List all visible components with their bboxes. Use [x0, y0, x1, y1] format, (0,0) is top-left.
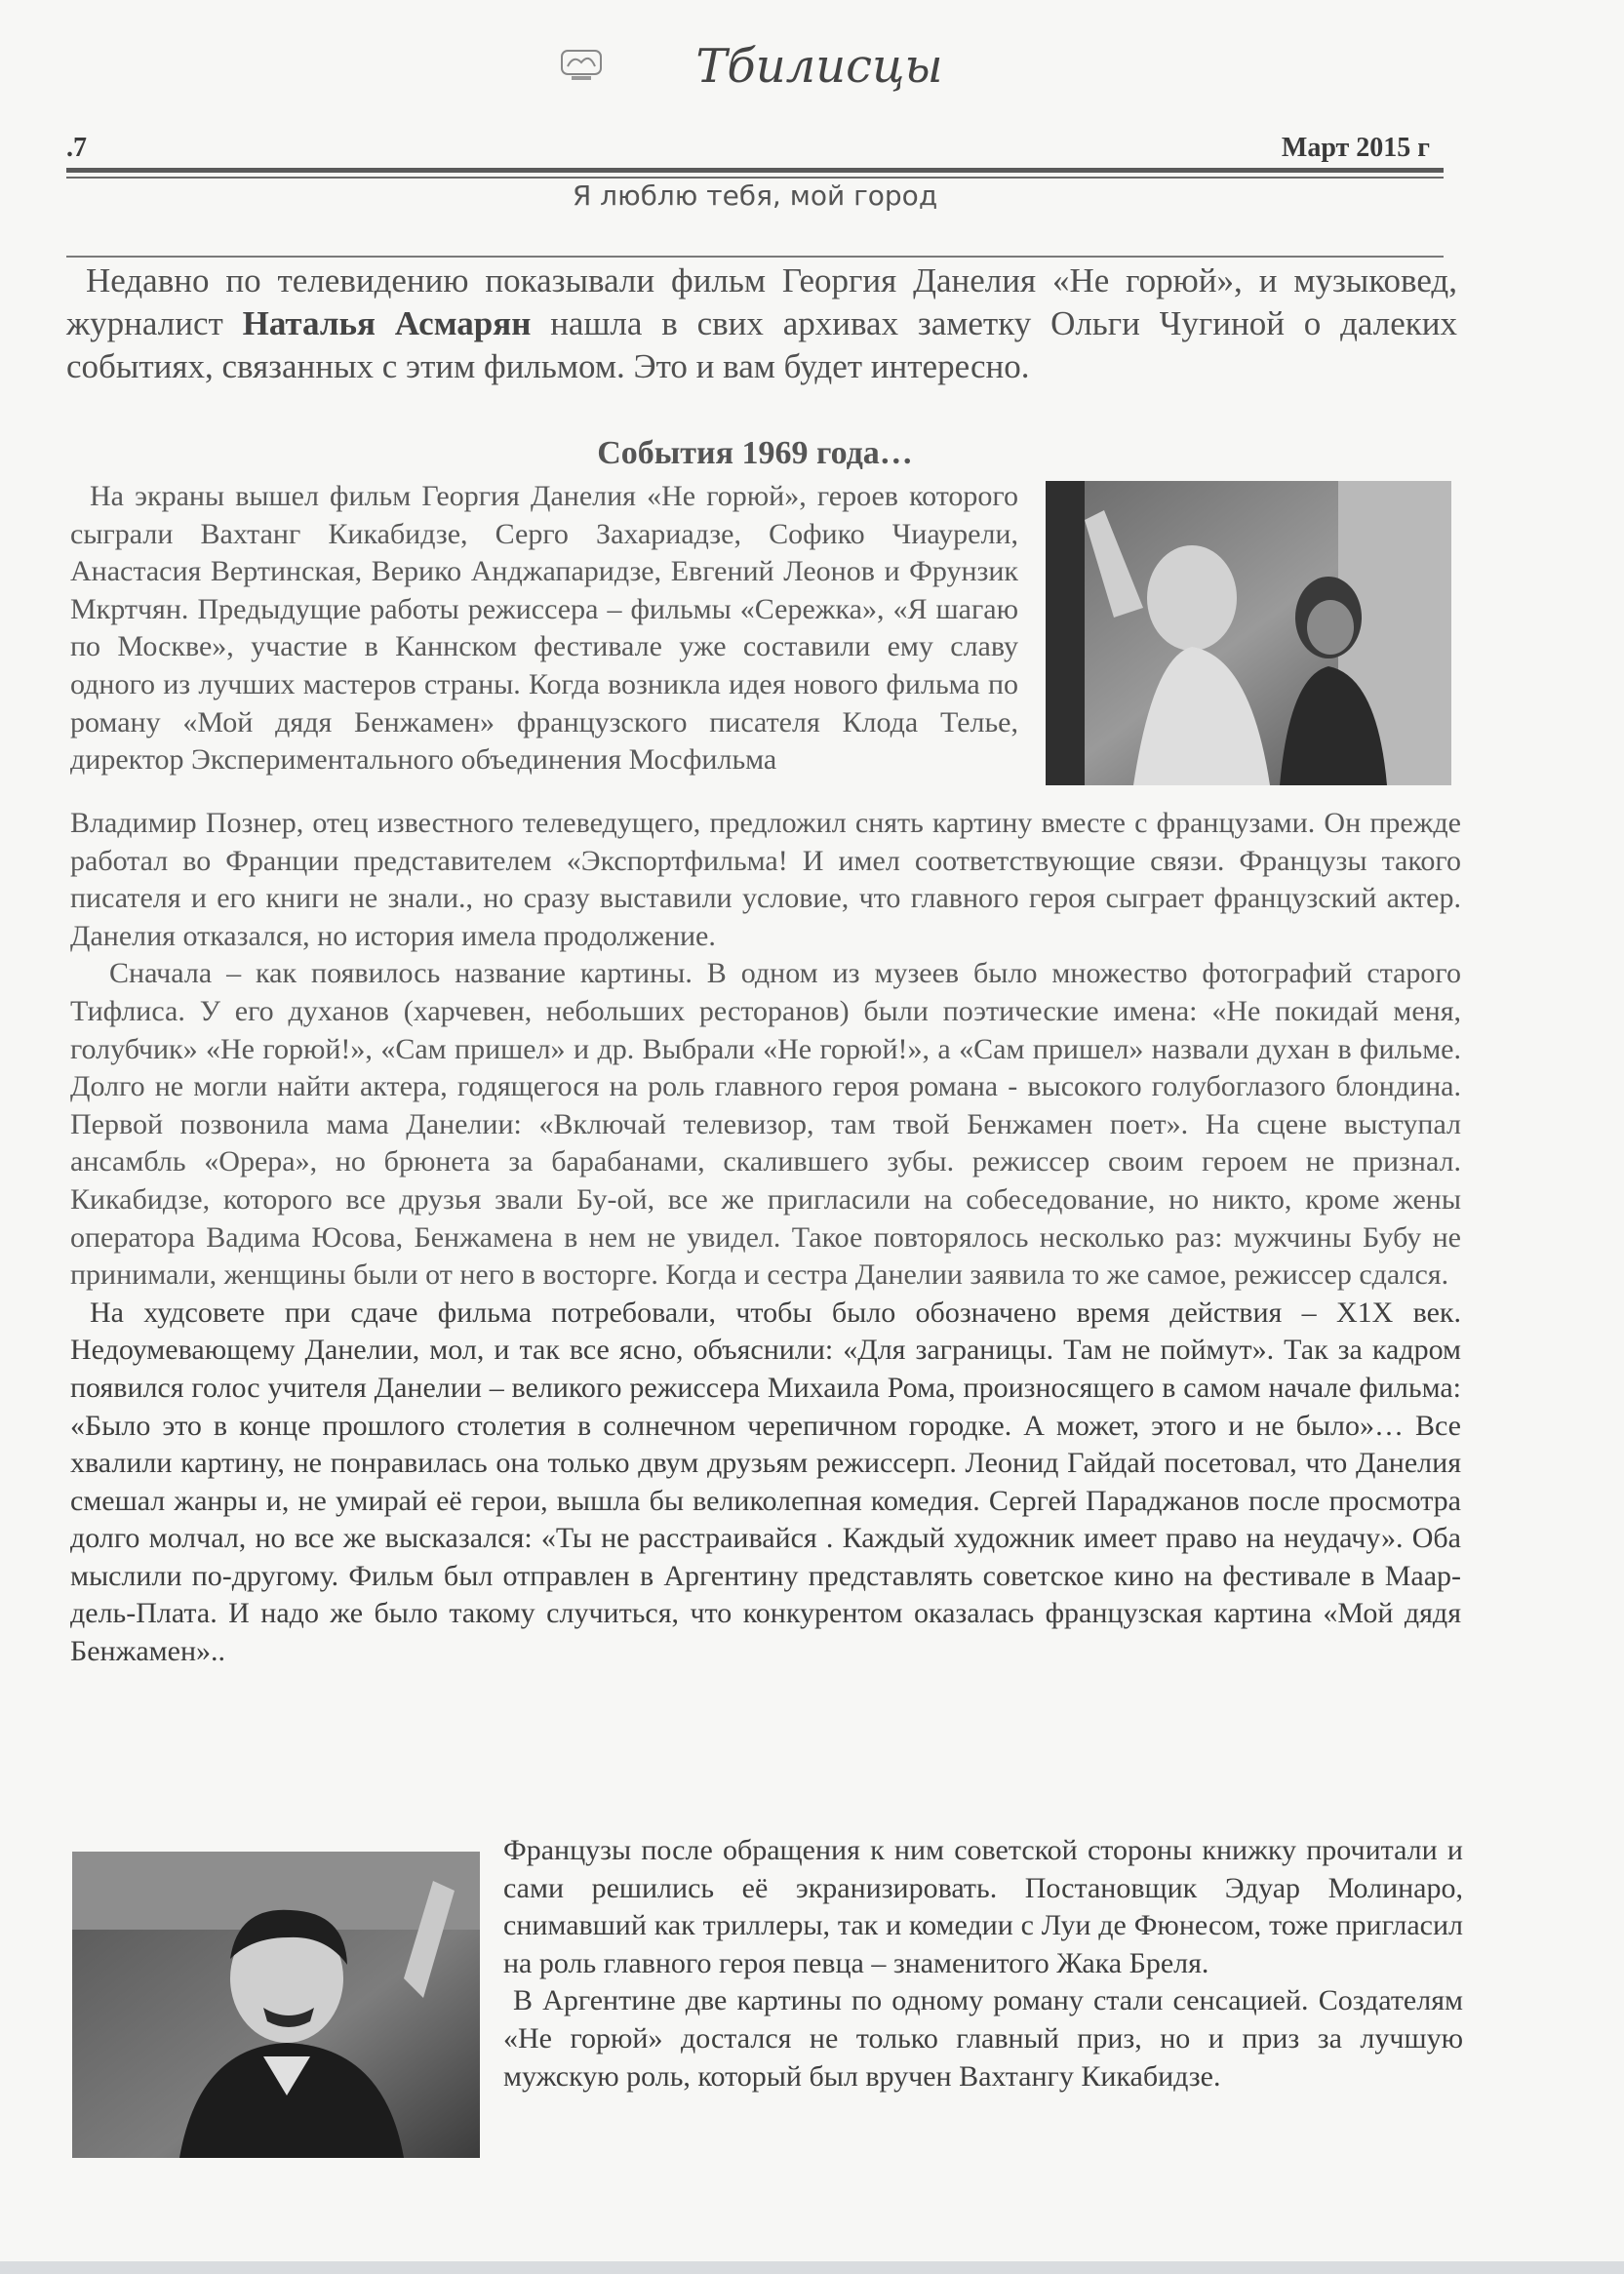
film-still-photo-2 [72, 1852, 480, 2158]
logo-text: Тбилисцы [695, 39, 943, 94]
emblem-icon [558, 45, 605, 84]
issue-info-row [66, 129, 1444, 168]
film-still-photo-1 [1046, 481, 1451, 785]
issue-date: Март 2015 г [1281, 133, 1430, 163]
article-column-wrap [70, 478, 1018, 779]
paragraph-5: В Аргентине две картины по одному роману стали сенсацией. Создателям «Не горюй» достался не только главный приз, но и приз за лучшую мужскую роль, который был вручен Вахтангу Кикабидзе. [503, 1984, 1463, 2093]
intro-text-2: нашла в свих архивах заметку Ольги Чугиной о далеких событиях, связанных с этим фильмом. Это и вам будет интересно. [66, 304, 1458, 385]
paragraph-4: Французы после обращения к ним советской стороны книжку прочитали и сами решились её экранизировать. Постановщик Эдуар Молинаро, снимавший как триллеры, так и комедии с Луи де Фюнесом, тоже пригласил на роль главного героя певца – знаменитого Жака Бреля. [503, 1834, 1463, 1979]
paragraph-1-continued: Владимир Познер, отец известного телеведущего, предложил снять картину вместе с французами. Он прежде работал во Франции представителем «Экспортфильма! И имел соответствующие связи. Французы такого писателя и его книги не знали., но сразу выставили условие, что главного героя сыграет французский актер. Данелия отказался, но история имела продолжение. [70, 807, 1461, 952]
intro-paragraph [66, 259, 1457, 388]
paragraph-3: На худсовете при сдаче фильма потребовали, чтобы было обозначено время действия – Х1Х век. Недоумевающему Данелии, мол, и так все ясно, объяснили: «Для заграницы. Там не поймут». Так за кадром появился голос учителя Данелии – великого режиссера Михаила Рома, произносящего в самом начале фильма: «Было это в конце прошлого столетия в солнечном черепичном городке. А может, этого и не было»… Все хвалили картину, не понравилась она только двум друзьям режиссерп. Леонид Гайдай посетовал, что Данелия смешал жанры и, не умирай её герои, вышла бы великолепная комедия. Сергей Параджанов после просмотра долго молчал, но все же высказался: «Ты не расстраивайся . Каждый художник имеет право на неудачу». Оба мыслили по-другому. Фильм был отправлен в Аргентину представлять советское кино на фестивале в Маар-дель-Плата. И надо же было такому случиться, что конкурентом оказалась французская картина «Мой дядя Бенжамен».. [70, 1296, 1461, 1668]
article-column-final [503, 1832, 1463, 2095]
paragraph-2: Сначала – как появилось название картины. В одном из музеев было множество фотографий старого Тифлиса. У его духанов (харчевен, небольших ресторанов) были поэтические имена: «Не покидай меня, голубчик» «Не горюй!», «Сам пришел» и др. Выбрали «Не горюй!», а «Сам пришел» назвали духан в фильме. Долго не могли найти актера, годящегося на роль главного героя романа - высокого голубоглазого блондина. Первой позвонила мама Данелии: «Включай телевизор, там твой Бенжамен поет». На сцене выступал ансамбль «Орера», но брюнета за барабанами, скалившего зубы. режиссер своим героем не признал. Кикабидзе, которого все друзья звали Бу-ой, все же пригласили на собеседование, но никто, кроме жены оператора Вадима Юсова, Бенжамена в нем не увидел. Такое повторялось несколько раз: мужчины Бубу не принимали, женщины были от него в восторге. Когда и сестра Данелии заявила то же самое, режиссер сдался. [70, 957, 1461, 1292]
article-column-full [70, 805, 1461, 1671]
intro-author: Наталья Асмарян [242, 304, 532, 342]
paragraph-1-wrapped: На экраны вышел фильм Георгия Данелия «Не горюй», героев которого сыграли Вахтанг Кикабидзе, Серго Захариадзе, Софико Чиаурели, Анастасия Вертинская, Верико Анджапаридзе, Евгений Леонов и Фрунзик Мкртчян. Предыдущие работы режиссера – фильмы «Сережка», «Я шагаю по Москве», участие в Каннском фестивале уже составили ему славу одного из лучших мастеров страны. Когда возникла идея нового фильма по роману «Мой дядя Бенжамен» французского писателя Клода Телье, директор Экспериментального объединения Мосфильма [70, 480, 1018, 777]
intro-text-1: Недавно по телевидению показывали фильм Георгия Данелия «Не горюй», и музыковед, журналист [66, 261, 1457, 342]
header-rule-thick [66, 168, 1444, 173]
newspaper-logo [683, 33, 956, 96]
page-number: .7 [66, 133, 87, 163]
masthead [0, 27, 1624, 96]
scan-edge [0, 2261, 1624, 2274]
header-rule-thin [66, 177, 1444, 179]
section-title: Я люблю тебя, мой город [572, 180, 938, 212]
article-heading: События 1969 года… [597, 435, 913, 471]
section-rule [66, 256, 1444, 258]
